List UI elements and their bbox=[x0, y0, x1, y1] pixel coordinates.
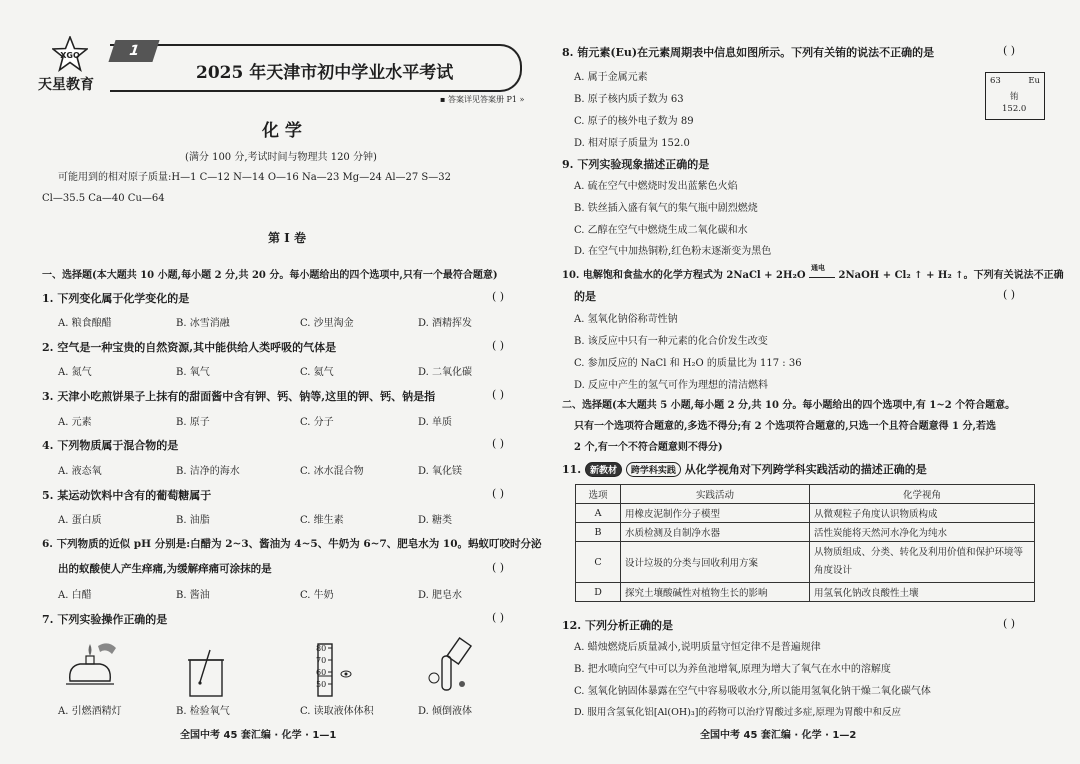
q12-answer-paren[interactable]: ( ) bbox=[1003, 617, 1016, 630]
element-symbol: Eu bbox=[1028, 76, 1040, 86]
logo-text: XGO bbox=[60, 51, 80, 60]
q3-answer-paren[interactable]: ( ) bbox=[492, 388, 505, 401]
q7-option-a[interactable]: A. 引燃酒精灯 bbox=[58, 706, 122, 717]
table-header: 选项 bbox=[576, 485, 621, 504]
atomic-mass-line-2: Cl—35.5 Ca—40 Cu—64 bbox=[42, 193, 165, 204]
section-2-line-3: 2 个,有一个不符合题意则不得分) bbox=[574, 442, 723, 453]
q5-stem: 5. 某运动饮料中含有的葡萄糖属于 bbox=[42, 489, 212, 502]
q9-option-d[interactable]: D. 在空气中加热铜粉,红色粉末逐渐变为黑色 bbox=[574, 246, 772, 257]
exam-title: 2025 年天津市初中学业水平考试 bbox=[196, 63, 454, 83]
q1-option-d[interactable]: D. 酒精挥发 bbox=[418, 318, 473, 329]
q6-stem: 6. 下列物质的近似 pH 分别是:白醋为 2~3、酱油为 4~5、牛奶为 6~7、肥皂水为 10。蚂蚁叮咬时分泌 bbox=[42, 538, 542, 550]
q3-option-c[interactable]: C. 分子 bbox=[300, 417, 334, 428]
q1-option-c[interactable]: C. 沙里淘金 bbox=[300, 318, 354, 329]
table-row[interactable]: B 水质检测及自制净水器 活性炭能将天然河水净化为纯水 bbox=[576, 523, 1035, 542]
q5-option-c[interactable]: C. 维生素 bbox=[300, 515, 344, 526]
brand-name: 天星教育 bbox=[38, 77, 94, 93]
q7-answer-paren[interactable]: ( ) bbox=[492, 611, 505, 624]
q8-stem: 8. 铕元素(Eu)在元素周期表中信息如图所示。下列有关铕的说法不正确的是 bbox=[562, 46, 935, 59]
section-number-tab: 1 bbox=[108, 40, 159, 62]
q10-stem: 10. 电解饱和食盐水的化学方程式为 2NaCl + 2H₂O 通电 2NaOH + Cl₂ ↑ + H₂ ↑。下列有关说法不正确 bbox=[562, 263, 1064, 281]
q3-option-a[interactable]: A. 元素 bbox=[58, 417, 92, 428]
q1-option-a[interactable]: A. 粮食酿醋 bbox=[58, 318, 112, 329]
q8-option-c[interactable]: C. 原子的核外电子数为 89 bbox=[574, 116, 694, 127]
q5-option-b[interactable]: B. 油脂 bbox=[176, 515, 210, 526]
q12-stem: 12. 下列分析正确的是 bbox=[562, 619, 673, 632]
table-row[interactable]: A 用橡皮泥制作分子模型 从微观粒子角度认识物质构成 bbox=[576, 504, 1035, 523]
q5-option-a[interactable]: A. 蛋白质 bbox=[58, 515, 102, 526]
q10-option-c[interactable]: C. 参加反应的 NaCl 和 H₂O 的质量比为 117 : 36 bbox=[574, 358, 802, 369]
q2-stem: 2. 空气是一种宝贵的自然资源,其中能供给人类呼吸的气体是 bbox=[42, 341, 337, 354]
q10-option-a[interactable]: A. 氢氧化钠俗称苛性钠 bbox=[574, 314, 678, 325]
q8-option-a[interactable]: A. 属于金属元素 bbox=[574, 72, 648, 83]
q8-option-d[interactable]: D. 相对原子质量为 152.0 bbox=[574, 138, 690, 149]
q4-option-d[interactable]: D. 氧化镁 bbox=[418, 466, 463, 477]
table-row[interactable]: D 探究土壤酸碱性对植物生长的影响 用氢氧化钠改良酸性土壤 bbox=[576, 583, 1035, 602]
element-name: 铕 bbox=[1010, 92, 1019, 102]
q4-option-c[interactable]: C. 冰水混合物 bbox=[300, 466, 364, 477]
q1-stem: 1. 下列变化属于化学变化的是 bbox=[42, 292, 190, 305]
q12-option-d[interactable]: D. 服用含氢氧化铝[Al(OH)₃]的药物可以治疗胃酸过多症,原理为胃酸中和反应 bbox=[574, 707, 901, 718]
q11-stem: 11. 新教材 跨学科实践 从化学视角对下列跨学科实践活动的描述正确的是 bbox=[562, 463, 927, 476]
q2-answer-paren[interactable]: ( ) bbox=[492, 339, 505, 352]
q2-option-a[interactable]: A. 氮气 bbox=[58, 367, 92, 378]
interdisciplinary-tag: 跨学科实践 bbox=[626, 462, 681, 477]
element-info-card bbox=[985, 72, 1045, 120]
table-header: 实践活动 bbox=[621, 485, 810, 504]
q6-stem-cont: 出的蚁酸使人产生痒痛,为缓解痒痛可涂抹的是 bbox=[58, 563, 272, 575]
q8-option-b[interactable]: B. 原子核内质子数为 63 bbox=[574, 94, 684, 105]
q10-option-d[interactable]: D. 反应中产生的氢气可作为理想的清洁燃料 bbox=[574, 380, 769, 391]
q3-stem: 3. 天津小吃煎饼果子上抹有的甜面酱中含有钾、钙、钠等,这里的钾、钙、钠是指 bbox=[42, 390, 436, 403]
q4-option-a[interactable]: A. 液态氧 bbox=[58, 466, 102, 477]
q6-option-d[interactable]: D. 肥皂水 bbox=[418, 590, 463, 601]
table-header: 化学视角 bbox=[810, 485, 1035, 504]
graduated-cylinder-icon bbox=[300, 640, 360, 700]
q8-answer-paren[interactable]: ( ) bbox=[1003, 44, 1016, 57]
q3-option-b[interactable]: B. 原子 bbox=[176, 417, 210, 428]
cylinder-tick-60: 60 bbox=[316, 668, 327, 677]
q7-option-d[interactable]: D. 倾倒液体 bbox=[418, 706, 473, 717]
q9-option-b[interactable]: B. 铁丝插入盛有氧气的集气瓶中剧烈燃烧 bbox=[574, 203, 758, 214]
new-textbook-tag: 新教材 bbox=[585, 462, 622, 477]
cylinder-tick-70: 70 bbox=[316, 656, 327, 665]
cylinder-tick-50: 50 bbox=[316, 680, 327, 689]
alcohol-lamp-icon bbox=[60, 636, 120, 696]
star-logo-icon bbox=[52, 36, 88, 72]
pouring-liquid-icon bbox=[418, 636, 478, 696]
section-2-line-2: 只有一个选项符合题意的,多选不得分;有 2 个选项符合题意的,只选一个且符合题意得 1 分,若选 bbox=[574, 421, 996, 432]
q12-option-c[interactable]: C. 氢氧化钠固体暴露在空气中容易吸收水分,所以能用氢氧化钠干燥二氧化碳气体 bbox=[574, 686, 931, 697]
q5-answer-paren[interactable]: ( ) bbox=[492, 487, 505, 500]
q4-answer-paren[interactable]: ( ) bbox=[492, 437, 505, 450]
section-2-line-1: 二、选择题(本大题共 5 小题,每小题 2 分,共 10 分。每小题给出的四个选项中,有 1~2 个符合题意。 bbox=[562, 400, 1016, 411]
q1-option-b[interactable]: B. 冰雪消融 bbox=[176, 318, 230, 329]
volume-title: 第 I 卷 bbox=[268, 231, 306, 245]
cylinder-tick-80: 80 bbox=[316, 644, 327, 653]
q7-stem: 7. 下列实验操作正确的是 bbox=[42, 613, 168, 626]
answer-note: ▪ 答案详见答案册 P1 » bbox=[440, 95, 525, 104]
atomic-mass-line-1: 可能用到的相对原子质量:H—1 C—12 N—14 O—16 Na—23 Mg—24 Al—27 S—32 bbox=[58, 172, 451, 183]
q2-option-b[interactable]: B. 氧气 bbox=[176, 367, 210, 378]
q2-option-d[interactable]: D. 二氧化碳 bbox=[418, 367, 473, 378]
q6-option-c[interactable]: C. 牛奶 bbox=[300, 590, 334, 601]
q2-option-c[interactable]: C. 氦气 bbox=[300, 367, 334, 378]
q6-answer-paren[interactable]: ( ) bbox=[492, 561, 505, 574]
table-row[interactable]: C 设计垃圾的分类与回收利用方案 从物质组成、分类、转化及利用价值和保护环境等角度设计 bbox=[576, 542, 1035, 583]
q9-option-a[interactable]: A. 硫在空气中燃烧时发出蓝紫色火焰 bbox=[574, 181, 738, 192]
q5-option-d[interactable]: D. 糖类 bbox=[418, 515, 453, 526]
gas-jar-icon bbox=[182, 648, 232, 698]
footer-left: 全国中考 45 套汇编 · 化学 · 1—1 bbox=[180, 730, 337, 741]
q10-option-b[interactable]: B. 该反应中只有一种元素的化合价发生改变 bbox=[574, 336, 768, 347]
q12-option-a[interactable]: A. 蜡烛燃烧后质量减小,说明质量守恒定律不是普遍规律 bbox=[574, 642, 821, 653]
element-atomic-number: 63 bbox=[990, 76, 1001, 86]
q7-option-b[interactable]: B. 检验氧气 bbox=[176, 706, 230, 717]
q1-answer-paren[interactable]: ( ) bbox=[492, 290, 505, 303]
q11-table bbox=[575, 484, 1035, 602]
element-atomic-mass: 152.0 bbox=[1002, 104, 1027, 114]
q6-option-a[interactable]: A. 白醋 bbox=[58, 590, 92, 601]
q4-stem: 4. 下列物质属于混合物的是 bbox=[42, 439, 179, 452]
q6-option-b[interactable]: B. 酱油 bbox=[176, 590, 210, 601]
q10-stem-cont: 的是 bbox=[574, 290, 596, 303]
q4-option-b[interactable]: B. 洁净的海水 bbox=[176, 466, 240, 477]
section-1-title: 一、选择题(本大题共 10 小题,每小题 2 分,共 20 分。每小题给出的四个选项中,只有一个最符合题意) bbox=[42, 270, 498, 281]
q9-option-c[interactable]: C. 乙醇在空气中燃烧生成二氧化碳和水 bbox=[574, 225, 748, 236]
footer-right: 全国中考 45 套汇编 · 化学 · 1—2 bbox=[700, 730, 857, 741]
q7-option-c[interactable]: C. 读取液体体积 bbox=[300, 706, 374, 717]
q9-stem: 9. 下列实验现象描述正确的是 bbox=[562, 158, 710, 171]
q10-answer-paren[interactable]: ( ) bbox=[1003, 288, 1016, 301]
q12-option-b[interactable]: B. 把水喷向空气中可以为养鱼池增氧,原理为增大了氧气在水中的溶解度 bbox=[574, 664, 891, 675]
q3-option-d[interactable]: D. 单质 bbox=[418, 417, 453, 428]
exam-info: (满分 100 分,考试时间与物理共 120 分钟) bbox=[185, 152, 377, 163]
subject-title: 化 学 bbox=[262, 121, 302, 141]
